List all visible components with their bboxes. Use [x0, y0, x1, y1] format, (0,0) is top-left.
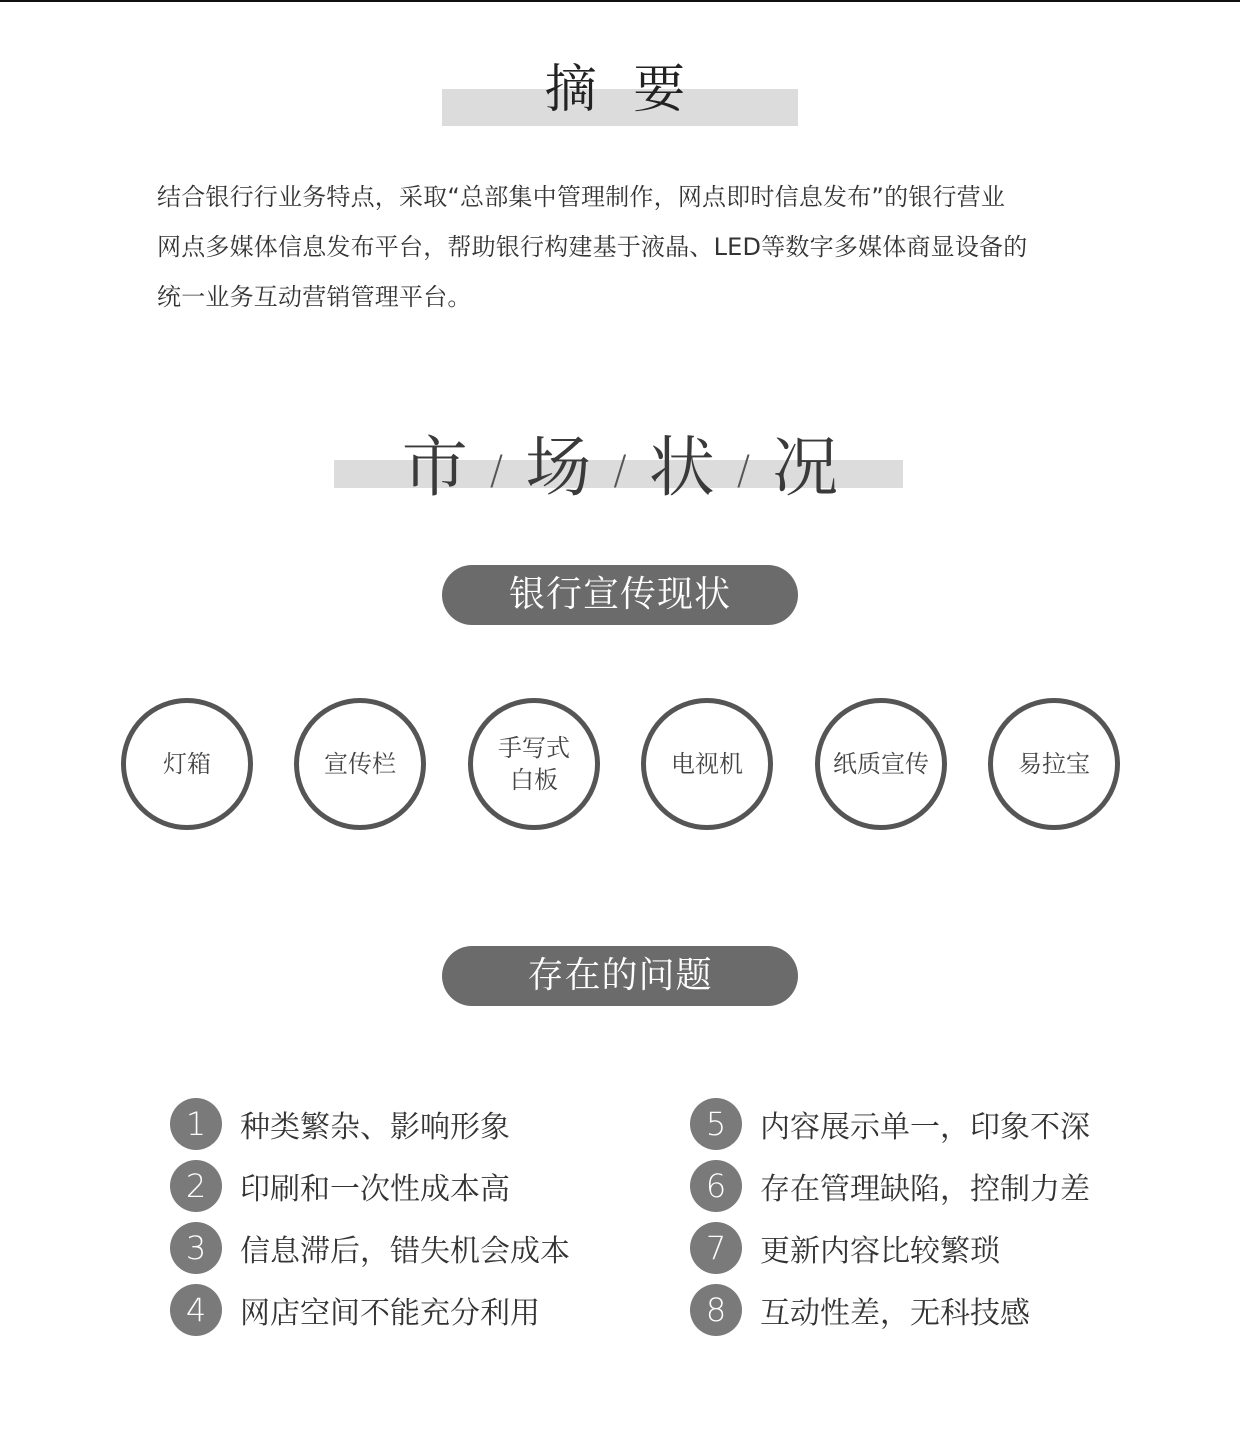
market-title-separator: /	[736, 448, 751, 494]
problem-item	[170, 1160, 510, 1212]
problem-number: 6	[690, 1160, 742, 1212]
problem-item	[170, 1222, 570, 1274]
abstract-line: 结合银行行业务特点，采取“总部集中管理制作，网点即时信息发布”的银行营业	[157, 183, 1006, 211]
problems-label: 存在的问题	[442, 946, 798, 1006]
promotion-item-television	[641, 698, 773, 830]
problem-text: 信息滞后，错失机会成本	[240, 1234, 570, 1269]
market-title	[0, 428, 1240, 517]
problem-item	[170, 1284, 540, 1336]
problem-text: 种类繁杂、影响形象	[240, 1110, 510, 1145]
promotion-item-whiteboard	[468, 698, 600, 830]
problem-text: 存在管理缺陷，控制力差	[760, 1172, 1090, 1207]
abstract-paragraph	[157, 172, 1087, 322]
problem-text: 互动性差，无科技感	[760, 1296, 1030, 1331]
problem-number: 4	[170, 1284, 222, 1336]
abstract-line: 网点多媒体信息发布平台，帮助银行构建基于液晶、LED等数字多媒体商显设备的	[157, 233, 1028, 261]
bank-promotion-label: 银行宣传现状	[442, 565, 798, 625]
promotion-item-label: 宣传栏	[324, 750, 396, 778]
top-border	[0, 0, 1240, 2]
problem-number: 1	[170, 1098, 222, 1150]
market-title-char: 状	[648, 429, 715, 506]
problem-item	[690, 1222, 1000, 1274]
promotion-item-paper	[815, 698, 947, 830]
promotion-item-label: 电视机	[671, 750, 743, 778]
market-heading	[0, 428, 1240, 508]
problem-number: 3	[170, 1222, 222, 1274]
problem-item	[690, 1160, 1090, 1212]
abstract-heading	[0, 58, 1240, 130]
market-title-char: 市	[401, 429, 468, 506]
problem-item	[170, 1098, 510, 1150]
promotion-media-list	[0, 698, 1240, 828]
problem-number: 5	[690, 1098, 742, 1150]
promotion-item-rollup-banner	[988, 698, 1120, 830]
problem-number: 7	[690, 1222, 742, 1274]
promotion-item-bulletin-board	[294, 698, 426, 830]
problem-text: 更新内容比较繁琐	[760, 1234, 1000, 1269]
promotion-item-label: 纸质宣传	[833, 750, 929, 778]
promotion-item-label: 易拉宝	[1018, 750, 1090, 778]
problem-item	[690, 1098, 1090, 1150]
problem-text: 印刷和一次性成本高	[240, 1172, 510, 1207]
market-title-separator: /	[613, 448, 627, 494]
problem-item	[690, 1284, 1030, 1336]
promotion-item-label: 手写式	[498, 734, 570, 762]
abstract-line: 统一业务互动营销管理平台。	[157, 283, 472, 311]
problem-number: 8	[690, 1284, 742, 1336]
problem-text: 网店空间不能充分利用	[240, 1296, 540, 1331]
market-title-char: 况	[772, 429, 839, 506]
promotion-item-label: 白板	[510, 766, 558, 794]
promotion-item-label: 灯箱	[163, 750, 211, 778]
market-title-char: 场	[525, 429, 592, 506]
problem-number: 2	[170, 1160, 222, 1212]
market-title-separator: /	[489, 448, 504, 494]
abstract-title: 摘 要	[544, 60, 696, 120]
problem-text: 内容展示单一，印象不深	[760, 1110, 1090, 1145]
promotion-item-lightbox	[121, 698, 253, 830]
